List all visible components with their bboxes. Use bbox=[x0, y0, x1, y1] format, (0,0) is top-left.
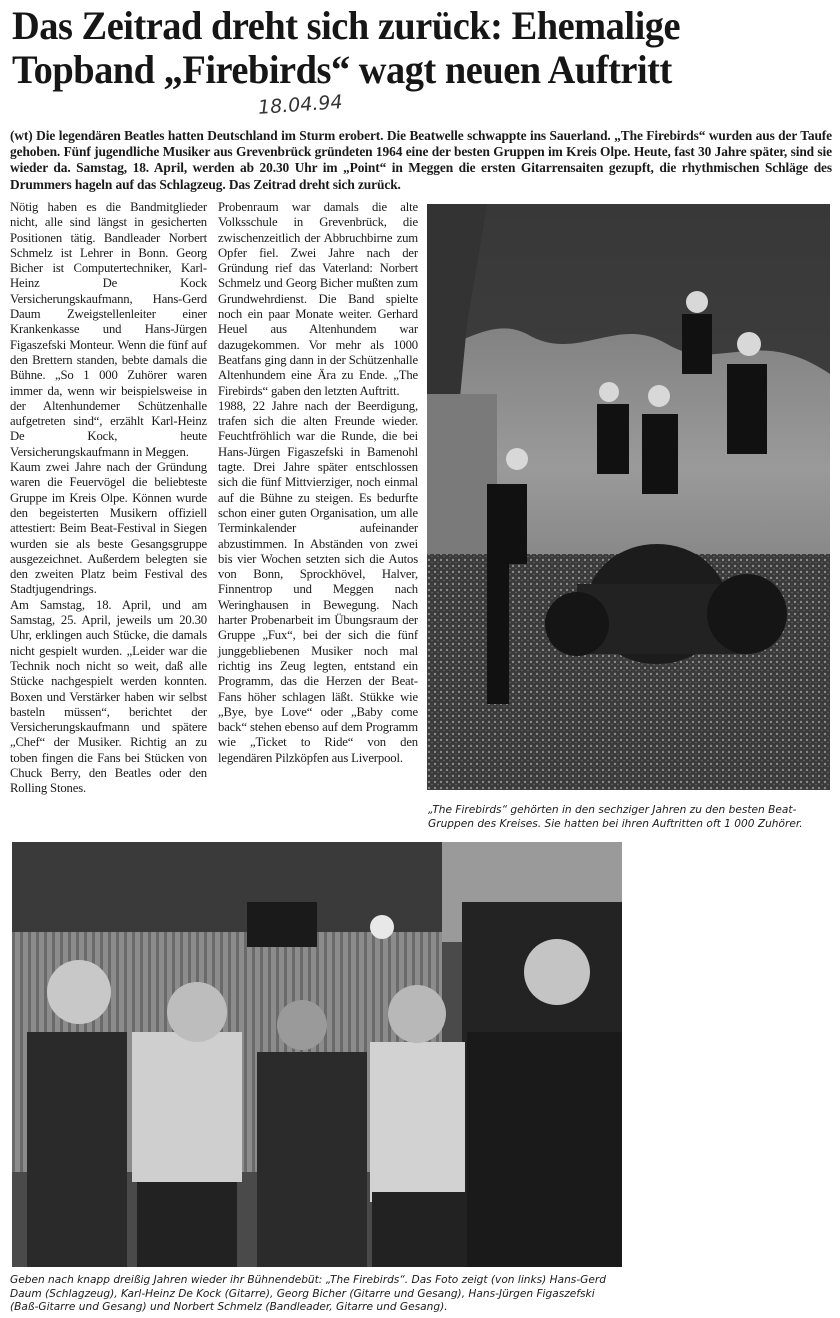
headline-line-2: Topband „Firebirds“ wagt neuen Auftritt bbox=[12, 47, 672, 92]
lead-paragraph: (wt) Die legendären Beatles hatten Deutschland im Sturm erobert. Die Beatwelle schwappte ins Sauerland. „The Firebirds“ wurden aus der Taufe gehoben. Fünf jugendliche Musiker aus Grevenbrück gründeten 1964 eine der besten Gruppen im Kreis Olpe. Heute, fast 30 Jahre später, sind sie wieder da. Samstag, 18. April, werden ab 20.30 Uhr im „Point“ in Meggen die ersten Gitarrensaiten gezupft, die rhythmischen Schläge des Drummers hageln auf das Schlagzeug. Das Zeitrad dreht sich zurück. bbox=[10, 128, 832, 192]
headline bbox=[12, 4, 799, 92]
photo-current-band bbox=[12, 842, 622, 1267]
handwritten-date: 18.04.94 bbox=[257, 91, 344, 119]
column-2-paragraph: Probenraum war damals die alte Volksschule in Grevenbrück, die zwischenzeitlich der Abbruchbirne zum Opfer fiel. Zwei Jahre nach der Gründung rief das Vaterland: Norbert Schmelz und Georg Bicher mußten zum Grundwehrdienst. Die Band spielte noch ein paar Monate weiter. Gerhard Heuel aus Altenhundem war dazugekommen. Vor mehr als 1000 Beatfans ging dann in der Schützenhalle Altenhundem eine Ära zu Ende. „The Firebirds“ gaben den letzten Auftritt. bbox=[218, 200, 418, 398]
photo-current-caption: Geben nach knapp dreißig Jahren wieder ihr Bühnendebüt: „The Firebirds“. Das Foto zeigt (von links) Hans-Gerd Daum (Schlagzeug), Karl-Heinz De Kock (Gitarre), Georg Bicher (Gitarre und Gesang), Hans-Jürgen Figaszefski (Baß-Gitarre und Gesang) und Norbert Schmelz (Bandleader, Gitarre und Gesang). bbox=[10, 1274, 606, 1314]
article-column-2 bbox=[218, 200, 418, 766]
photo-historic-caption: „The Firebirds“ gehörten in den sechziger Jahren zu den besten Beat-Gruppen des Kreises. Sie hatten bei ihren Auftritten oft 1 000 Zuhörer. bbox=[428, 804, 803, 830]
article-column-1 bbox=[10, 200, 207, 797]
photo-current-band-image bbox=[12, 842, 622, 1267]
column-1-paragraph: Kaum zwei Jahre nach der Gründung waren die Feuervögel die beliebteste Gruppe im Kreis Olpe. Können wurde den begeisterten Musikern offiziell attestiert: Beim Beat-Festival in Siegen wurden sie als beste Gesangsgruppe ausgezeichnet. Außerdem belegten sie den zweiten Platz beim Festival des Stadtjugendrings. bbox=[10, 460, 207, 597]
column-2-paragraph: 1988, 22 Jahre nach der Beerdigung, trafen sich die alten Freunde wieder. Feuchtfröhlich war die Runde, die bei Hans-Jürgen Figaszefski in Bamenohl tagte. Drei Jahre später entschlossen sich die fünf Mittvierziger, noch einmal auf die Bühne zu steigen. Es bedurfte schon einer guten Organisation, um alle Terminkalender aufeinander abzustimmen. In Abständen von zwei bis vier Wochen setzten sich die Autos von Bonn, Sprockhövel, Halver, Finnentrop und Meggen nach Weringhausen in Bewegung. Nach harter Probenarbeit im Übungsraum der Gruppe „Fux“, bei der sich die fünf junggebliebenen Musiker noch mal richtig ins Zeug legten, entstand ein Programm, das die Herzen der Beat-Fans höher schlagen läßt. Stükke wie „Bye, bye Love“ oder „Baby come back“ stehen ebenso auf dem Programm wie „Ticket to Ride“ von den legendären Pilzköpfen aus Liverpool. bbox=[218, 398, 418, 765]
photo-historic-band bbox=[427, 204, 830, 790]
column-1-paragraph: Am Samstag, 18. April, und am Samstag, 25. April, jeweils um 20.30 Uhr, erklingen auch Stücke, die damals nicht gespielt wurden. „Leider war die Technik noch nicht so weit, daß alle Stücke nachgespielt werden konnten. Boxen und Verstärker haben wir selbst basteln müssen“, berichtet der Versicherungskaufmann und spätere „Chef“ der Musiker. Richtig an zu toben fingen die Fans bei Stücken von Chuck Berry, den Beatles oder den Rolling Stones. bbox=[10, 597, 207, 796]
photo-historic-band-image bbox=[427, 204, 830, 790]
headline-line-1: Das Zeitrad dreht sich zurück: Ehemalige bbox=[12, 3, 681, 48]
column-1-paragraph: Nötig haben es die Bandmitglieder nicht, alle sind längst in gesicherten Positionen tätig. Bandleader Norbert Schmelz ist Lehrer in Bonn. Georg Bicher ist Computertechniker, Karl-Heinz De Kock Versicherungskaufmann, Hans-Gerd Daum Zweigstellenleiter einer Krankenkasse und Hans-Jürgen Figaszefski Monteur. Wenn die fünf auf den Brettern standen, bebte damals die Bühne. „So 1 000 Zuhörer waren immer da, wenn wir beispielsweise in der Altenhundemer Schützenhalle aufgetreten sind“, erzählt Karl-Heinz De Kock, heute Versicherungskaufmann in Meggen. bbox=[10, 200, 207, 459]
